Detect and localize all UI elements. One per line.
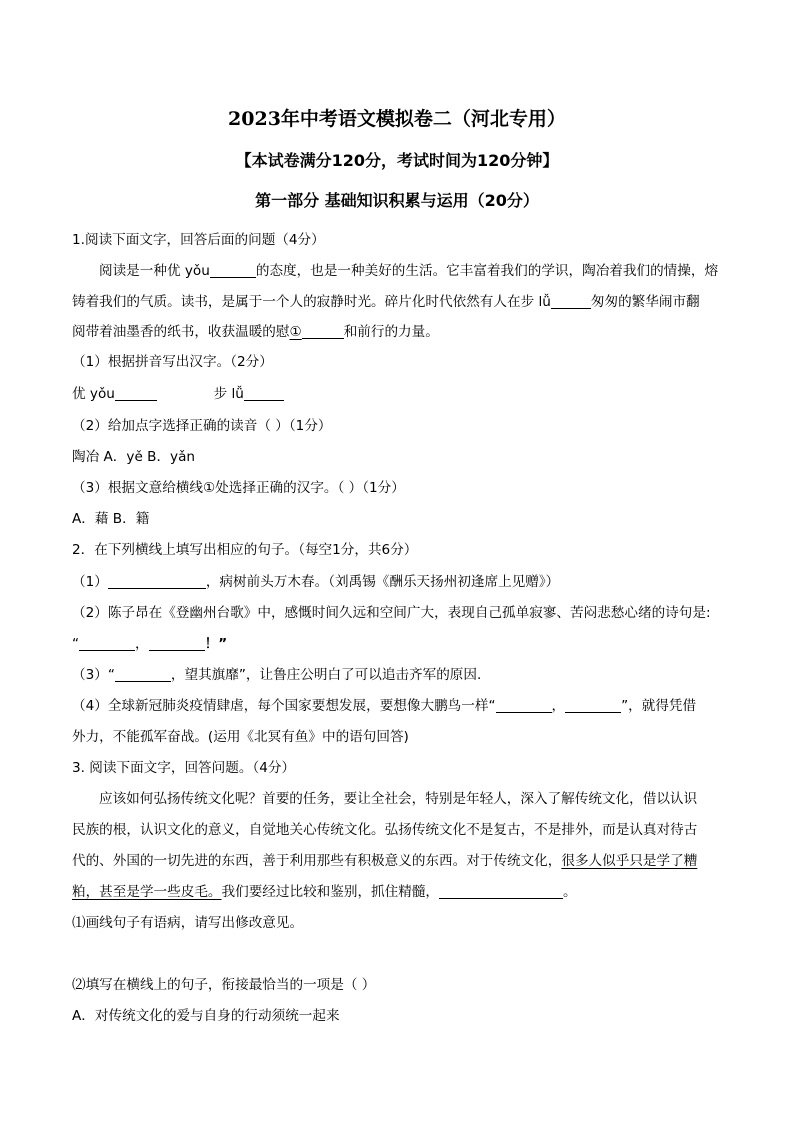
q1-passage-line-3: 阅带着油墨香的纸书，收获温暖的慰① 和前行的力量。 [72, 324, 439, 340]
q1-sub2: （2）给加点字选择正确的读音（ ）（1分） [72, 418, 332, 434]
q2-item-1: （1） ，病树前头万木春。（刘禹锡《酬乐天扬州初逢席上见赠》） [72, 574, 560, 590]
answer-blank[interactable] [302, 324, 344, 339]
q2-item-2-blanks: “ ， ！” [72, 636, 228, 652]
q2-item-3: （3）“ ，望其旗靡”，让鲁庄公明白了可以追击齐军的原因. [72, 667, 482, 683]
q3-sub2: ⑵填写在横线上的句子，衔接最恰当的一项是（ ） [72, 977, 376, 993]
q3-option-a: A．对传统文化的爱与自身的行动须统一起来 [72, 1008, 340, 1024]
answer-blank[interactable] [115, 386, 157, 401]
q3-sub1: ⑴画线句子有语病，请写出修改意见。 [72, 915, 304, 931]
q3-passage-line-2: 民族的根，认识文化的意义，自觉地关心传统文化。弘扬传统文化不是复古，不是排外，而是认真对待古 [72, 822, 698, 838]
answer-blank[interactable] [244, 386, 284, 401]
page-title: 2023年中考语文模拟卷二（河北专用） [228, 108, 566, 130]
q2-item-2: （2）陈子昂在《登幽州台歌》中，感慨时间久远和空间广大，表现自己孤单寂寥、苦闷悲愁心绪的诗句是: [72, 605, 711, 621]
q1-sub1-answers: 优 yǒu 步 lǚ [72, 384, 284, 404]
q2-item-4: （4）全球新冠肺炎疫情肆虐，每个国家要想发展，要想像大鹏鸟一样“ ， ”，就得凭借 [72, 698, 697, 714]
answer-blank[interactable] [551, 294, 591, 309]
q1-sub3-options: A．藉 B．籍 [72, 511, 150, 527]
underlined-sentence: 粕，甚至是学一些皮毛。 [72, 884, 222, 900]
answer-blank[interactable] [210, 263, 256, 278]
answer-blank[interactable] [108, 574, 206, 589]
q1-heading: 1.阅读下面文字，回答后面的问题（4分） [72, 232, 325, 248]
answer-blank[interactable] [439, 884, 563, 899]
q1-sub3: （3）根据文意给横线①处选择正确的汉字。（ ）（1分） [72, 480, 405, 496]
section-heading: 第一部分 基础知识积累与运用（20分） [255, 191, 539, 210]
answer-blank[interactable] [115, 667, 171, 682]
q1-sub1: （1）根据拼音写出汉字。（2分） [72, 354, 273, 370]
q2-item-4-cont: 外力，不能孤军奋战。(运用《北冥有鱼》中的语句回答) [72, 729, 409, 745]
q1-sub2-options: 陶冶 A．yě B．yǎn [72, 449, 196, 465]
q3-passage-line-1: 应该如何弘扬传统文化呢？首要的任务，要让全社会，特别是年轻人，深入了解传统文化，借以认识 [99, 791, 698, 807]
q2-heading: 2．在下列横线上填写出相应的句子。（每空1分，共6分） [72, 542, 418, 558]
answer-blank[interactable] [149, 636, 205, 651]
q1-passage-line-1: 阅读是一种优 yǒu 的态度，也是一种美好的生活。它丰富着我们的学识，陶冶着我们的情操，熔 [99, 263, 719, 279]
q1-passage-line-2: 铸着我们的气质。读书，是属于一个人的寂静时光。碎片化时代依然有人在步 lǚ 匆匆的繁华闹市翻 [72, 294, 700, 310]
answer-blank[interactable] [565, 698, 621, 713]
q3-passage-line-3: 代的、外国的一切先进的东西，善于利用那些有积极意义的东西。对于传统文化，很多人似乎只是学了糟 [72, 853, 698, 869]
answer-blank[interactable] [79, 636, 135, 651]
answer-blank[interactable] [496, 698, 552, 713]
q3-passage-line-4: 粕，甚至是学一些皮毛。我们要经过比较和鉴别，抓住精髓， 。 [72, 884, 577, 900]
q3-heading: 3. 阅读下面文字，回答问题。（4分） [72, 760, 296, 776]
exam-info: 【本试卷满分120分，考试时间为120分钟】 [235, 151, 559, 170]
underlined-sentence: 很多人似乎只是学了糟 [561, 853, 698, 869]
